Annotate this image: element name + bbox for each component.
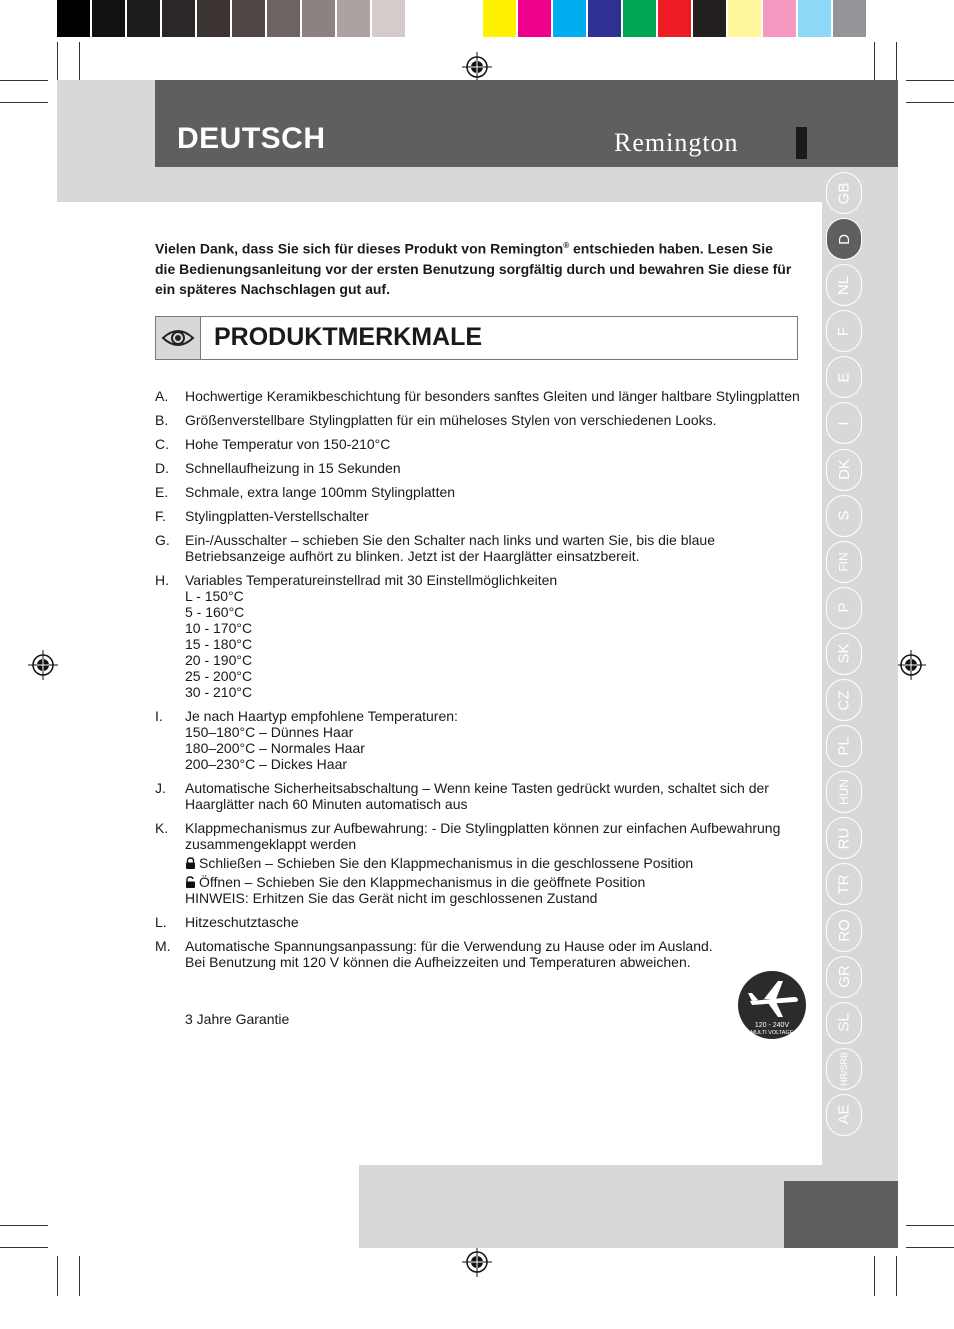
language-tab-gb[interactable] (826, 172, 862, 214)
language-tab-tr[interactable] (826, 863, 862, 905)
feature-item (155, 938, 805, 970)
feature-item (155, 436, 805, 452)
lock-open-line (185, 874, 805, 890)
feature-line: Hochwertige Keramikbeschichtung für besonders sanftes Gleiten und länger haltbare Stylingplatten (185, 388, 800, 404)
feature-letter: C. (155, 436, 169, 452)
feature-item (155, 820, 805, 906)
feature-item (155, 572, 805, 700)
language-tab-label: SK (835, 643, 853, 664)
crop-mark (896, 1256, 897, 1296)
swatch (267, 0, 302, 37)
language-tab-label: RU (835, 827, 853, 850)
warranty-text: 3 Jahre Garantie (185, 1011, 290, 1027)
crop-mark (0, 1225, 48, 1226)
registration-mark-icon (28, 650, 58, 680)
language-tab-cz[interactable] (826, 679, 862, 721)
lock-closed-text: Schließen – Schieben Sie den Klappmechanismus in die geschlossene Position (199, 855, 694, 871)
feature-line: 20 - 190°C (185, 652, 253, 668)
crop-mark (0, 102, 48, 103)
registration-mark-icon (462, 52, 492, 82)
crop-mark (57, 1256, 58, 1296)
language-tab-d[interactable] (826, 218, 862, 260)
crop-mark (906, 102, 954, 103)
language-tab-label: NL (835, 275, 853, 295)
language-tab-e[interactable] (826, 356, 862, 398)
swatch (623, 0, 658, 37)
multi-voltage-badge (738, 965, 806, 1045)
language-tab-label: CZ (835, 690, 853, 711)
swatch (57, 0, 92, 37)
swatch (337, 0, 372, 37)
feature-text (185, 938, 805, 970)
language-tab-ru[interactable] (826, 817, 862, 859)
feature-letter: E. (155, 484, 169, 500)
footer-page-block (784, 1181, 898, 1248)
color-bar-cmyk (483, 0, 868, 37)
feature-text (185, 460, 805, 476)
feature-item (155, 532, 805, 564)
language-tab-label: FIN (837, 552, 851, 572)
crop-mark (906, 1225, 954, 1226)
feature-line: Automatische Sicherheitsabschaltung – Wenn keine Tasten gedrückt wurden, schaltet sich der Haarglätter nach 60 Minuten automatisch aus (185, 780, 769, 812)
registered-mark: ® (563, 241, 570, 250)
feature-line: 200–230°C – Dickes Haar (185, 756, 348, 772)
feature-text (185, 412, 805, 428)
language-tab-label: PL (835, 736, 853, 756)
feature-line: L - 150°C (185, 588, 244, 604)
crop-mark (874, 42, 875, 80)
crop-mark (79, 42, 80, 80)
feature-text (185, 572, 805, 700)
swatch (483, 0, 518, 37)
language-tab-hun[interactable] (826, 771, 862, 813)
language-tab-label: GB (835, 182, 853, 204)
feature-line: Je nach Haartyp empfohlene Temperaturen: (185, 708, 458, 724)
swatch (162, 0, 197, 37)
feature-letter: J. (155, 780, 166, 796)
feature-letter: M. (155, 938, 171, 954)
lock-open-icon (185, 875, 196, 887)
swatch (553, 0, 588, 37)
feature-letter: L. (155, 914, 167, 930)
language-tab-label: SL (835, 1013, 853, 1032)
language-tab-fin[interactable] (826, 541, 862, 583)
language-tab-ae[interactable] (826, 1094, 862, 1136)
intro-text-start: Vielen Dank, dass Sie sich für dieses Produkt von Remington (155, 240, 564, 257)
feature-line: Variables Temperatureinstellrad mit 30 Einstellmöglichkeiten (185, 572, 558, 588)
language-tab-dk[interactable] (826, 449, 862, 491)
intro-text (155, 236, 795, 299)
feature-line: Hohe Temperatur von 150-210°C (185, 436, 391, 452)
language-tab-label: DK (835, 459, 853, 480)
swatch (798, 0, 833, 37)
feature-text (185, 708, 805, 772)
language-tab-label: E (835, 372, 853, 383)
language-tab-label: S (835, 510, 853, 521)
feature-line: Klappmechanismus zur Aufbewahrung: - Die Stylingplatten können zur einfachen Aufbewahrung zusammengeklappt werden (185, 820, 781, 852)
language-tab-label: AE (835, 1104, 853, 1125)
brand-logo: Remington (614, 128, 739, 157)
swatch (728, 0, 763, 37)
language-tab-sk[interactable] (826, 633, 862, 675)
language-tab-s[interactable] (826, 495, 862, 537)
feature-letter: G. (155, 532, 170, 548)
swatch (232, 0, 267, 37)
swatch (693, 0, 728, 37)
crop-mark (906, 1247, 954, 1248)
feature-item (155, 460, 805, 476)
lock-closed-line (185, 855, 805, 871)
registration-mark-icon (462, 1247, 492, 1277)
swatch (407, 0, 442, 37)
language-tab-label: GR (835, 965, 853, 988)
feature-letter: A. (155, 388, 169, 404)
feature-line: 5 - 160°C (185, 604, 245, 620)
feature-line: Stylingplatten-Verstellschalter (185, 508, 369, 524)
language-tab-nl[interactable] (826, 264, 862, 306)
swatch (518, 0, 553, 37)
swatch (763, 0, 798, 37)
feature-text (185, 388, 805, 404)
feature-line: Ein-/Ausschalter – schieben Sie den Schalter nach links und warten Sie, bis die blaue Betriebsanzeige aufhört zu blinken. Jetzt ist der Haarglätter einsatzbereit. (185, 532, 715, 564)
intro-text-end: entschieden haben. Lesen Sie die Bedienungsanleitung vor der ersten Benutzung sorgfältig durch und bewahren Sie diese für ein späteres Nachschlagen gut auf. (155, 240, 792, 297)
eye-icon (156, 317, 201, 359)
lock-open-text: Öffnen – Schieben Sie den Klappmechanismus in die geöffnete Position (199, 874, 646, 890)
swatch (197, 0, 232, 37)
lock-closed-icon (185, 856, 196, 868)
color-bar-gray (57, 0, 442, 37)
feature-item (155, 780, 805, 812)
crop-mark (79, 1256, 80, 1296)
feature-text (185, 436, 805, 452)
swatch (372, 0, 407, 37)
feature-text (185, 532, 805, 564)
feature-line: 25 - 200°C (185, 668, 253, 684)
language-tab-label: RO (835, 919, 853, 942)
language-tab-label: HR/SRB (839, 1051, 850, 1086)
feature-item (155, 914, 805, 930)
feature-text (185, 780, 805, 812)
badge-voltage: 120 - 240V (754, 1022, 790, 1029)
swatch (302, 0, 337, 37)
language-tab-label: P (835, 602, 853, 613)
language-tab-sl[interactable] (826, 1002, 862, 1044)
crop-mark (874, 1256, 875, 1296)
language-tab-ro[interactable] (826, 910, 862, 952)
feature-line: Schmale, extra lange 100mm Stylingplatten (185, 484, 456, 500)
feature-line: 150–180°C – Dünnes Haar (185, 724, 354, 740)
swatch (92, 0, 127, 37)
feature-text (185, 820, 805, 906)
feature-item (155, 508, 805, 524)
crop-mark (57, 42, 58, 80)
language-tab-label: I (835, 421, 853, 426)
language-tab-label: HUN (837, 779, 851, 806)
badge-label: MULTI VOLTAGE (750, 1030, 794, 1036)
crop-mark (0, 1247, 48, 1248)
feature-letter: D. (155, 460, 169, 476)
language-tab-i[interactable] (826, 402, 862, 444)
feature-line: Hitzeschutztasche (185, 914, 299, 930)
feature-line: Schnellaufheizung in 15 Sekunden (185, 460, 401, 476)
section-header (155, 316, 798, 360)
feature-letter: B. (155, 412, 169, 428)
language-tab-f[interactable] (826, 310, 862, 352)
feature-text (185, 508, 805, 524)
feature-line: 15 - 180°C (185, 636, 253, 652)
section-title: PRODUKTMERKMALE (214, 323, 483, 351)
feature-note: HINWEIS: Erhitzen Sie das Gerät nicht im geschlossenen Zustand (185, 890, 598, 906)
language-tab-gr[interactable] (826, 956, 862, 998)
feature-line: 30 - 210°C (185, 684, 253, 700)
language-tab-pl[interactable] (826, 725, 862, 767)
feature-line: 180–200°C – Normales Haar (185, 740, 365, 756)
crop-mark (906, 80, 954, 81)
feature-line: Größenverstellbare Stylingplatten für ein müheloses Stylen von verschiedenen Looks. (185, 412, 717, 428)
crop-mark (0, 80, 48, 81)
feature-letter: K. (155, 820, 169, 836)
feature-line: 10 - 170°C (185, 620, 253, 636)
registration-mark-icon (896, 650, 926, 680)
swatch (658, 0, 693, 37)
page-title: DEUTSCH (177, 122, 326, 155)
feature-text (185, 914, 805, 930)
feature-line: Automatische Spannungsanpassung: für die Verwendung zu Hause oder im Ausland. (185, 938, 713, 954)
language-tab-p[interactable] (826, 587, 862, 629)
feature-letter: F. (155, 508, 166, 524)
feature-item (155, 484, 805, 500)
crop-mark (896, 42, 897, 80)
feature-item (155, 388, 805, 404)
brand-logo-bar (796, 127, 807, 159)
language-tab-label: F (835, 326, 853, 336)
feature-list (155, 388, 805, 978)
feature-item (155, 412, 805, 428)
feature-line: Bei Benutzung mit 120 V können die Aufheizzeiten und Temperaturen abweichen. (185, 954, 691, 970)
language-tab-label: TR (835, 874, 853, 895)
language-tabs (826, 172, 864, 1140)
swatch (588, 0, 623, 37)
feature-text (185, 484, 805, 500)
swatch (833, 0, 868, 37)
feature-item (155, 708, 805, 772)
language-tab-hr-srb[interactable] (826, 1048, 862, 1090)
language-tab-label: D (835, 233, 853, 245)
feature-letter: H. (155, 572, 169, 588)
swatch (127, 0, 162, 37)
feature-letter: I. (155, 708, 163, 724)
